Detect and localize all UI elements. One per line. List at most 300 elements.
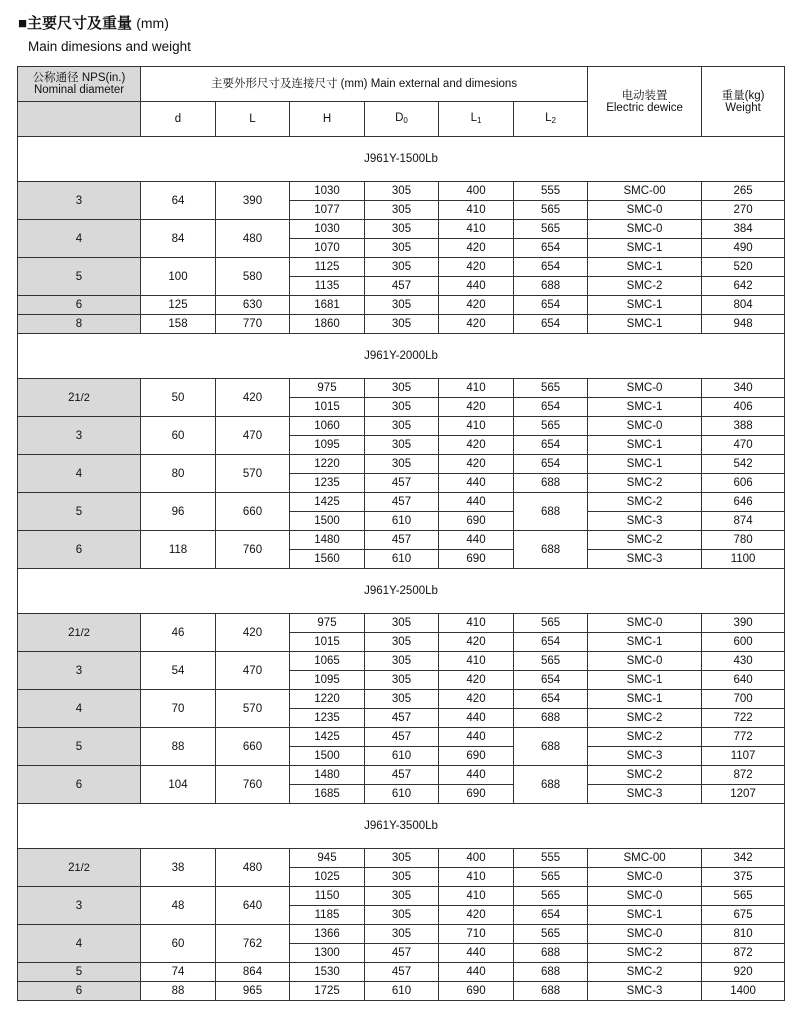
D0-cell: 305: [365, 671, 439, 690]
weight-cell: 920: [702, 963, 785, 982]
nps-header-blank: [18, 102, 141, 137]
actuator-cell: SMC-1: [588, 633, 702, 652]
table-row: [18, 220, 785, 239]
D0-cell: 457: [365, 728, 439, 747]
L2-cell: 565: [514, 652, 588, 671]
L-cell: 660: [216, 493, 290, 531]
actuator-cell: SMC-1: [588, 436, 702, 455]
actuator-header-cn: 电动装置: [621, 89, 668, 102]
col-D0-main: D: [395, 111, 404, 124]
nps-value: 6: [75, 299, 83, 311]
actuator-cell: SMC-00: [588, 849, 702, 868]
weight-cell: 565: [702, 887, 785, 906]
D0-cell: 305: [365, 925, 439, 944]
actuator-cell: SMC-1: [588, 258, 702, 277]
L2-cell: 654: [514, 296, 588, 315]
actuator-cell: SMC-0: [588, 652, 702, 671]
weight-cell: 640: [702, 671, 785, 690]
D0-cell: 305: [365, 398, 439, 417]
table-row: [18, 258, 785, 277]
L2-cell: 688: [514, 709, 588, 728]
nps-value: 5: [75, 505, 83, 518]
L-cell: 470: [216, 417, 290, 455]
D0-cell: 610: [365, 785, 439, 804]
L1-cell: 710: [439, 925, 514, 944]
L1-cell: 690: [439, 982, 514, 1001]
actuator-cell: SMC-1: [588, 906, 702, 925]
D0-cell: 305: [365, 652, 439, 671]
L1-cell: 420: [439, 258, 514, 277]
D0-cell: 610: [365, 550, 439, 569]
actuator-cell: SMC-0: [588, 868, 702, 887]
D0-cell: 457: [365, 493, 439, 512]
actuator-cell: SMC-3: [588, 982, 702, 1001]
L2-cell: 688: [514, 728, 588, 766]
L2-cell: 654: [514, 258, 588, 277]
col-H: H: [290, 102, 365, 137]
table-row: [18, 296, 785, 315]
D0-cell: 305: [365, 417, 439, 436]
nps-cell: [18, 379, 141, 417]
H-cell: 1530: [290, 963, 365, 982]
D0-cell: 457: [365, 474, 439, 493]
L1-cell: 440: [439, 277, 514, 296]
H-cell: 1015: [290, 633, 365, 652]
nps-value: 4: [75, 702, 83, 715]
L-cell: 760: [216, 531, 290, 569]
title-unit: (mm): [136, 15, 169, 31]
actuator-cell: SMC-1: [588, 239, 702, 258]
weight-cell: 430: [702, 652, 785, 671]
nps-cell: [18, 614, 141, 652]
H-cell: 1681: [290, 296, 365, 315]
d-cell: 54: [141, 652, 216, 690]
weight-cell: 342: [702, 849, 785, 868]
actuator-cell: SMC-2: [588, 944, 702, 963]
L2-cell: 555: [514, 182, 588, 201]
L2-cell: 688: [514, 474, 588, 493]
L2-cell: 654: [514, 398, 588, 417]
actuator-cell: SMC-2: [588, 766, 702, 785]
L-cell: 580: [216, 258, 290, 296]
col-D0: [365, 102, 439, 137]
L-cell: 965: [216, 982, 290, 1001]
nps-cell: [18, 315, 141, 334]
D0-cell: 457: [365, 944, 439, 963]
actuator-cell: SMC-0: [588, 925, 702, 944]
col-L1: [439, 102, 514, 137]
nps-value: 4: [75, 467, 83, 480]
L2-cell: 555: [514, 849, 588, 868]
H-cell: 1685: [290, 785, 365, 804]
nps-value: 2: [68, 861, 75, 874]
nps-value: 5: [75, 270, 83, 283]
actuator-cell: SMC-0: [588, 887, 702, 906]
actuator-cell: SMC-1: [588, 671, 702, 690]
D0-cell: 305: [365, 906, 439, 925]
L2-cell: 688: [514, 982, 588, 1001]
H-cell: 1235: [290, 709, 365, 728]
actuator-cell: SMC-0: [588, 614, 702, 633]
nps-value: 3: [75, 429, 83, 442]
H-cell: 1060: [290, 417, 365, 436]
L2-cell: 565: [514, 201, 588, 220]
L-cell: 640: [216, 887, 290, 925]
weight-cell: 1100: [702, 550, 785, 569]
D0-cell: 305: [365, 690, 439, 709]
section-title: J961Y-1500Lb: [18, 137, 785, 182]
H-cell: 975: [290, 379, 365, 398]
L1-cell: 420: [439, 633, 514, 652]
L1-cell: 410: [439, 379, 514, 398]
D0-cell: 457: [365, 277, 439, 296]
weight-cell: 388: [702, 417, 785, 436]
nps-fraction: 1/2: [74, 391, 90, 404]
H-cell: 1300: [290, 944, 365, 963]
table-row: [18, 493, 785, 512]
actuator-cell: SMC-0: [588, 220, 702, 239]
actuator-cell: SMC-3: [588, 785, 702, 804]
L1-cell: 410: [439, 220, 514, 239]
weight-cell: 606: [702, 474, 785, 493]
table-row: [18, 182, 785, 201]
L2-cell: 565: [514, 417, 588, 436]
actuator-cell: SMC-00: [588, 182, 702, 201]
H-cell: 1220: [290, 690, 365, 709]
H-cell: 1366: [290, 925, 365, 944]
L1-cell: 410: [439, 417, 514, 436]
L1-cell: 410: [439, 614, 514, 633]
nps-cell: [18, 493, 141, 531]
L1-cell: 420: [439, 315, 514, 334]
nps-cell: [18, 849, 141, 887]
L2-cell: 688: [514, 531, 588, 569]
table-row: [18, 417, 785, 436]
d-cell: 84: [141, 220, 216, 258]
weight-cell: 948: [702, 315, 785, 334]
D0-cell: 457: [365, 963, 439, 982]
D0-cell: 305: [365, 614, 439, 633]
H-cell: 1070: [290, 239, 365, 258]
H-cell: 1500: [290, 747, 365, 766]
actuator-cell: SMC-2: [588, 277, 702, 296]
weight-cell: 1400: [702, 982, 785, 1001]
nps-cell: [18, 766, 141, 804]
nps-header-en: Nominal diameter: [33, 84, 125, 96]
L2-cell: 565: [514, 379, 588, 398]
D0-cell: 610: [365, 747, 439, 766]
D0-cell: 305: [365, 239, 439, 258]
L1-cell: 440: [439, 474, 514, 493]
d-cell: 64: [141, 182, 216, 220]
L2-cell: 654: [514, 671, 588, 690]
nps-value: 5: [75, 740, 83, 753]
d-cell: 125: [141, 296, 216, 315]
main-dims-header: 主要外形尺寸及连接尺寸 (mm) Main external and dimesions: [141, 67, 588, 102]
H-cell: 1025: [290, 868, 365, 887]
L1-cell: 410: [439, 887, 514, 906]
L-cell: 420: [216, 614, 290, 652]
nps-cell: [18, 963, 141, 982]
L2-cell: 688: [514, 766, 588, 804]
nps-cell: [18, 982, 141, 1001]
col-L2: [514, 102, 588, 137]
H-cell: 1030: [290, 182, 365, 201]
d-cell: 46: [141, 614, 216, 652]
L-cell: 762: [216, 925, 290, 963]
weight-cell: 520: [702, 258, 785, 277]
nps-value: 4: [75, 232, 83, 245]
nps-header: [18, 67, 141, 102]
table-row: [18, 652, 785, 671]
D0-cell: 305: [365, 868, 439, 887]
L1-cell: 440: [439, 493, 514, 512]
L2-cell: 565: [514, 614, 588, 633]
L1-cell: 440: [439, 944, 514, 963]
col-L2-main: L: [545, 111, 552, 124]
L2-cell: 565: [514, 868, 588, 887]
nps-value: 6: [75, 543, 83, 556]
H-cell: 1015: [290, 398, 365, 417]
weight-cell: 722: [702, 709, 785, 728]
L1-cell: 690: [439, 512, 514, 531]
table-row: [18, 690, 785, 709]
actuator-cell: SMC-3: [588, 747, 702, 766]
D0-cell: 305: [365, 258, 439, 277]
nps-value: 3: [75, 899, 83, 912]
L-cell: 390: [216, 182, 290, 220]
H-cell: 1030: [290, 220, 365, 239]
L1-cell: 440: [439, 531, 514, 550]
weight-cell: 1107: [702, 747, 785, 766]
L1-cell: 420: [439, 398, 514, 417]
L2-cell: 688: [514, 493, 588, 531]
D0-cell: 305: [365, 182, 439, 201]
L2-cell: 565: [514, 887, 588, 906]
L-cell: 470: [216, 652, 290, 690]
weight-cell: 772: [702, 728, 785, 747]
H-cell: 1220: [290, 455, 365, 474]
H-cell: 1480: [290, 766, 365, 785]
D0-cell: 305: [365, 887, 439, 906]
D0-cell: 305: [365, 296, 439, 315]
nps-cell: [18, 925, 141, 963]
L1-cell: 420: [439, 436, 514, 455]
L2-cell: 688: [514, 277, 588, 296]
nps-cell: [18, 887, 141, 925]
H-cell: 1500: [290, 512, 365, 531]
nps-cell: [18, 455, 141, 493]
actuator-cell: SMC-0: [588, 417, 702, 436]
col-L: L: [216, 102, 290, 137]
col-d: d: [141, 102, 216, 137]
d-cell: 158: [141, 315, 216, 334]
nps-cell: [18, 531, 141, 569]
L-cell: 420: [216, 379, 290, 417]
L1-cell: 410: [439, 868, 514, 887]
weight-cell: 600: [702, 633, 785, 652]
L1-cell: 400: [439, 182, 514, 201]
L1-cell: 420: [439, 906, 514, 925]
L2-cell: 688: [514, 944, 588, 963]
L1-cell: 420: [439, 671, 514, 690]
D0-cell: 305: [365, 220, 439, 239]
weight-header-en: Weight: [725, 101, 761, 114]
actuator-cell: SMC-1: [588, 398, 702, 417]
nps-value: 8: [75, 318, 83, 330]
table-row: [18, 614, 785, 633]
weight-cell: 384: [702, 220, 785, 239]
weight-cell: 700: [702, 690, 785, 709]
L2-cell: 654: [514, 239, 588, 258]
d-cell: 70: [141, 690, 216, 728]
table-row: [18, 925, 785, 944]
weight-cell: 375: [702, 868, 785, 887]
D0-cell: 610: [365, 512, 439, 531]
L1-cell: 400: [439, 849, 514, 868]
weight-cell: 872: [702, 766, 785, 785]
weight-cell: 874: [702, 512, 785, 531]
weight-cell: 810: [702, 925, 785, 944]
actuator-cell: SMC-2: [588, 474, 702, 493]
H-cell: 1425: [290, 728, 365, 747]
table-row: [18, 531, 785, 550]
D0-cell: 305: [365, 201, 439, 220]
actuator-cell: SMC-2: [588, 728, 702, 747]
weight-cell: 872: [702, 944, 785, 963]
nps-value: 5: [75, 966, 83, 978]
weight-cell: 470: [702, 436, 785, 455]
nps-cell: [18, 220, 141, 258]
D0-cell: 305: [365, 633, 439, 652]
d-cell: 60: [141, 925, 216, 963]
D0-cell: 457: [365, 709, 439, 728]
D0-cell: 610: [365, 982, 439, 1001]
section-title: J961Y-2500Lb: [18, 569, 785, 614]
D0-cell: 457: [365, 766, 439, 785]
actuator-cell: SMC-1: [588, 455, 702, 474]
L1-cell: 440: [439, 963, 514, 982]
weight-header: [702, 67, 785, 137]
H-cell: 1860: [290, 315, 365, 334]
d-cell: 118: [141, 531, 216, 569]
L-cell: 630: [216, 296, 290, 315]
L-cell: 760: [216, 766, 290, 804]
nps-cell: [18, 652, 141, 690]
H-cell: 1480: [290, 531, 365, 550]
d-cell: 88: [141, 982, 216, 1001]
H-cell: 1425: [290, 493, 365, 512]
D0-cell: 305: [365, 849, 439, 868]
L2-cell: 654: [514, 906, 588, 925]
L1-cell: 440: [439, 728, 514, 747]
weight-cell: 646: [702, 493, 785, 512]
weight-cell: 270: [702, 201, 785, 220]
H-cell: 975: [290, 614, 365, 633]
D0-cell: 457: [365, 531, 439, 550]
H-cell: 1135: [290, 277, 365, 296]
weight-cell: 780: [702, 531, 785, 550]
d-cell: 80: [141, 455, 216, 493]
L1-cell: 690: [439, 550, 514, 569]
dimensions-table: [17, 66, 785, 1001]
section-row: [18, 569, 785, 614]
weight-cell: 340: [702, 379, 785, 398]
section-title: J961Y-2000Lb: [18, 334, 785, 379]
L-cell: 480: [216, 849, 290, 887]
L-cell: 570: [216, 455, 290, 493]
d-cell: 48: [141, 887, 216, 925]
L1-cell: 420: [439, 690, 514, 709]
d-cell: 74: [141, 963, 216, 982]
L1-cell: 420: [439, 455, 514, 474]
table-row: [18, 728, 785, 747]
page-title: [18, 12, 169, 33]
section-row: [18, 334, 785, 379]
nps-cell: [18, 690, 141, 728]
weight-cell: 406: [702, 398, 785, 417]
weight-cell: 804: [702, 296, 785, 315]
d-cell: 100: [141, 258, 216, 296]
actuator-header: [588, 67, 702, 137]
d-cell: 60: [141, 417, 216, 455]
header-row-top: [18, 67, 785, 102]
d-cell: 96: [141, 493, 216, 531]
actuator-cell: SMC-3: [588, 550, 702, 569]
H-cell: 1065: [290, 652, 365, 671]
table-row: [18, 379, 785, 398]
H-cell: 1185: [290, 906, 365, 925]
L1-cell: 420: [439, 296, 514, 315]
actuator-cell: SMC-0: [588, 379, 702, 398]
section-row: [18, 804, 785, 849]
D0-cell: 305: [365, 455, 439, 474]
L1-cell: 410: [439, 652, 514, 671]
nps-header-cn: 公称通径 NPS(in.): [32, 72, 126, 84]
weight-cell: 642: [702, 277, 785, 296]
nps-value: 2: [68, 391, 75, 404]
L1-cell: 440: [439, 709, 514, 728]
L1-cell: 420: [439, 239, 514, 258]
table-body: [18, 137, 785, 1001]
table-row: [18, 982, 785, 1001]
d-cell: 88: [141, 728, 216, 766]
weight-cell: 542: [702, 455, 785, 474]
H-cell: 1077: [290, 201, 365, 220]
L2-cell: 688: [514, 963, 588, 982]
actuator-cell: SMC-1: [588, 315, 702, 334]
d-cell: 38: [141, 849, 216, 887]
actuator-cell: SMC-2: [588, 493, 702, 512]
weight-cell: 390: [702, 614, 785, 633]
weight-cell: 1207: [702, 785, 785, 804]
weight-cell: 675: [702, 906, 785, 925]
title-text: ■主要尺寸及重量: [18, 15, 133, 32]
nps-cell: [18, 417, 141, 455]
L2-cell: 654: [514, 633, 588, 652]
D0-cell: 305: [365, 436, 439, 455]
actuator-cell: SMC-2: [588, 531, 702, 550]
nps-value: 6: [75, 778, 83, 791]
L1-cell: 690: [439, 747, 514, 766]
col-D0-sub: 0: [403, 115, 408, 125]
L-cell: 864: [216, 963, 290, 982]
nps-value: 3: [75, 664, 83, 677]
nps-fraction: 1/2: [74, 861, 90, 874]
L1-cell: 690: [439, 785, 514, 804]
H-cell: 945: [290, 849, 365, 868]
table-row: [18, 887, 785, 906]
